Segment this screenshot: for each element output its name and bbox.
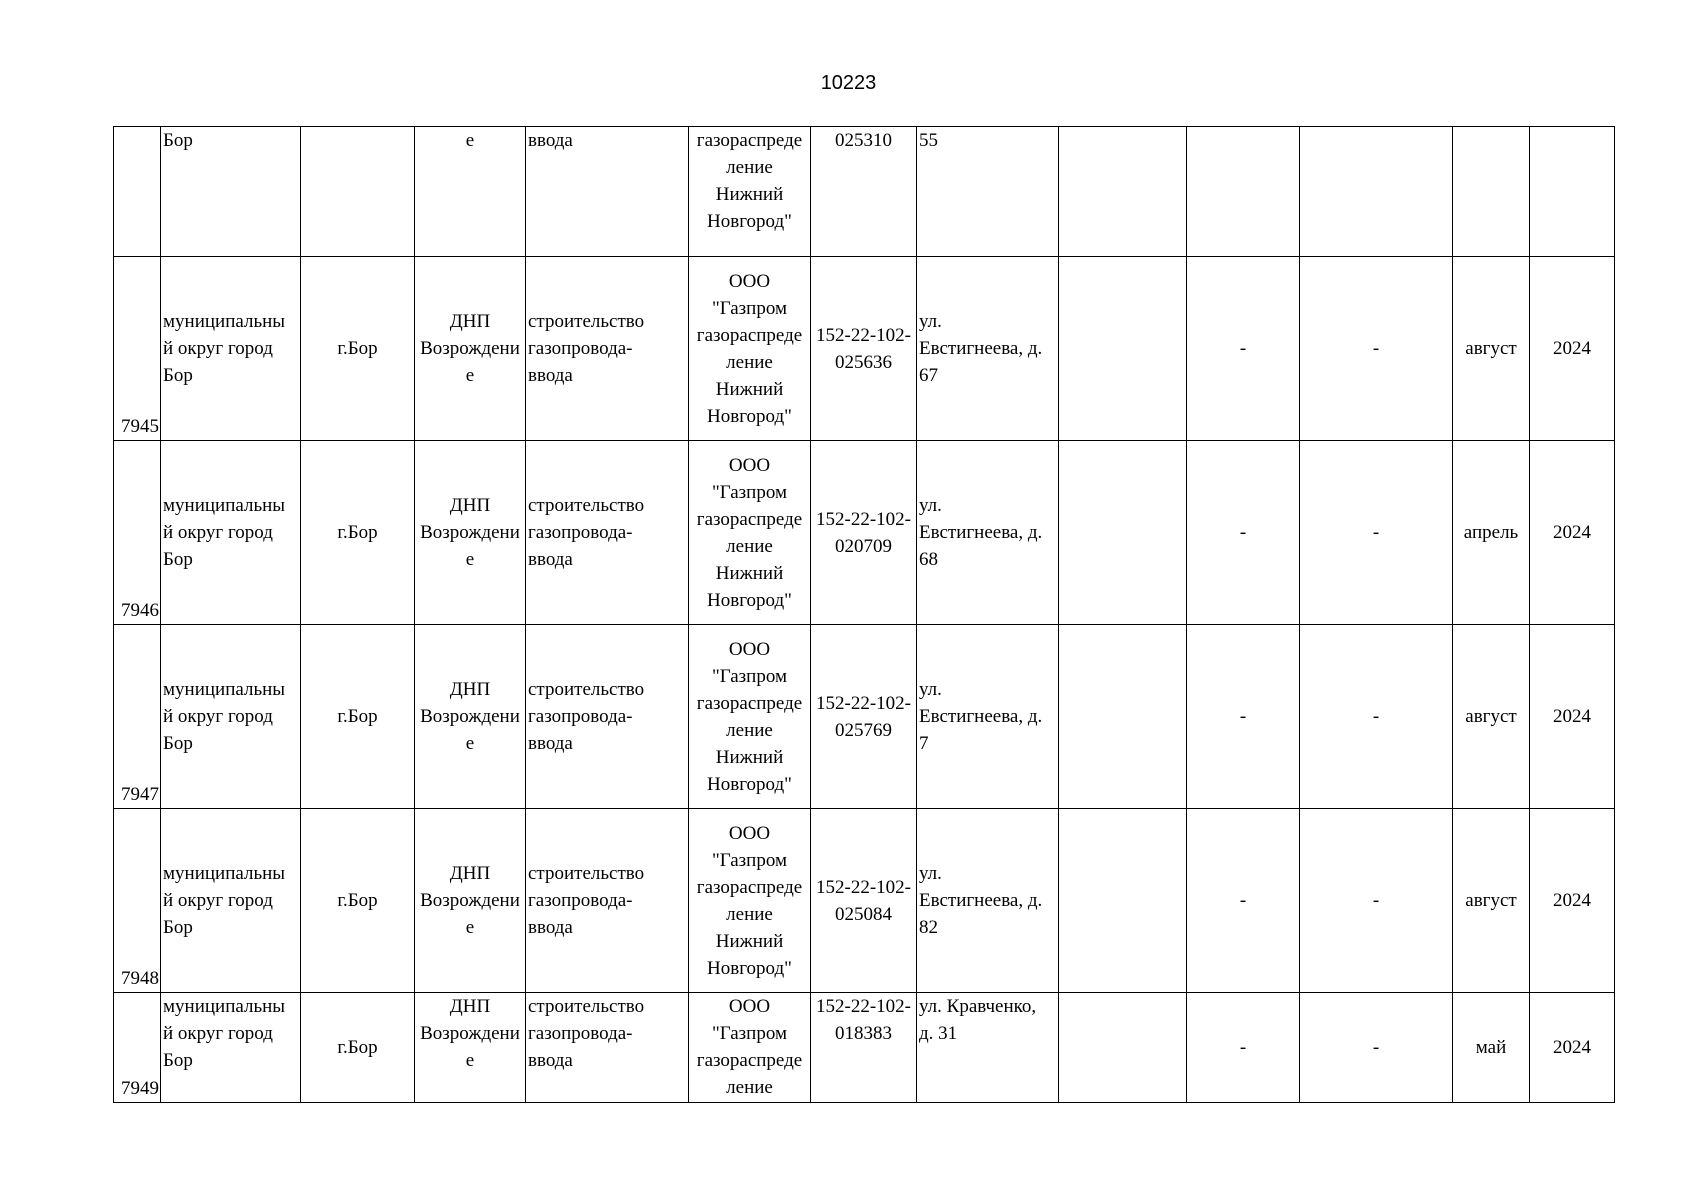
dash-cell — [1187, 127, 1300, 257]
year-cell: 2024 — [1530, 625, 1615, 809]
district-cell: муниципальны й округ город Бор — [161, 993, 301, 1103]
settlement-cell: ДНП Возрождени е — [415, 257, 526, 441]
organization-cell: ООО "Газпром газораспреде ление Нижний Новгород" — [689, 441, 811, 625]
month-cell: август — [1453, 625, 1530, 809]
row-number-cell: 7946 — [114, 441, 161, 625]
address-cell: 55 — [917, 127, 1059, 257]
table-row — [114, 993, 1615, 1103]
dash-cell: - — [1187, 257, 1300, 441]
row-number-cell: 7948 — [114, 809, 161, 993]
row-number-cell: 7945 — [114, 257, 161, 441]
address-cell: ул. Кравченко, д. 31 — [917, 993, 1059, 1103]
empty-cell — [1059, 441, 1187, 625]
year-cell: 2024 — [1530, 441, 1615, 625]
settlement-cell: е — [415, 127, 526, 257]
empty-cell — [1059, 257, 1187, 441]
dash-cell: - — [1300, 441, 1453, 625]
city-cell: г.Бор — [301, 257, 415, 441]
registration-number-cell: 152-22-102- 025636 — [811, 257, 917, 441]
empty-cell — [1059, 127, 1187, 257]
table-row — [114, 257, 1615, 441]
settlement-cell: ДНП Возрождени е — [415, 441, 526, 625]
month-cell: апрель — [1453, 441, 1530, 625]
table-row — [114, 809, 1615, 993]
empty-cell — [1059, 993, 1187, 1103]
organization-cell: ООО "Газпром газораспреде ление Нижний Новгород" — [689, 257, 811, 441]
month-cell: май — [1453, 993, 1530, 1103]
year-cell: 2024 — [1530, 809, 1615, 993]
city-cell — [301, 127, 415, 257]
settlement-cell: ДНП Возрождени е — [415, 993, 526, 1103]
empty-cell — [1059, 809, 1187, 993]
district-cell: Бор — [161, 127, 301, 257]
dash-cell: - — [1300, 257, 1453, 441]
city-cell: г.Бор — [301, 625, 415, 809]
work-type-cell: строительство газопровода- ввода — [526, 993, 689, 1103]
organization-cell: ООО "Газпром газораспреде ление Нижний Новгород" — [689, 625, 811, 809]
page-number: 10223 — [820, 72, 877, 94]
registration-number-cell: 152-22-102- 025769 — [811, 625, 917, 809]
table-row — [114, 625, 1615, 809]
registry-table — [113, 126, 1615, 1103]
organization-cell: ООО "Газпром газораспреде ление — [689, 993, 811, 1103]
month-cell: август — [1453, 257, 1530, 441]
district-cell: муниципальны й округ город Бор — [161, 441, 301, 625]
month-cell — [1453, 127, 1530, 257]
work-type-cell: ввода — [526, 127, 689, 257]
dash-cell: - — [1300, 625, 1453, 809]
empty-cell — [1059, 625, 1187, 809]
registration-number-cell: 152-22-102- 018383 — [811, 993, 917, 1103]
dash-cell: - — [1187, 441, 1300, 625]
row-number-cell: 7947 — [114, 625, 161, 809]
city-cell: г.Бор — [301, 993, 415, 1103]
district-cell: муниципальны й округ город Бор — [161, 625, 301, 809]
month-cell: август — [1453, 809, 1530, 993]
address-cell: ул. Евстигнеева, д. 67 — [917, 257, 1059, 441]
address-cell: ул. Евстигнеева, д. 7 — [917, 625, 1059, 809]
dash-cell: - — [1187, 993, 1300, 1103]
settlement-cell: ДНП Возрождени е — [415, 809, 526, 993]
row-number-cell — [114, 127, 161, 257]
dash-cell — [1300, 127, 1453, 257]
organization-cell: ООО "Газпром газораспреде ление Нижний Новгород" — [689, 809, 811, 993]
city-cell: г.Бор — [301, 441, 415, 625]
table-row — [114, 127, 1615, 257]
year-cell — [1530, 127, 1615, 257]
row-number-cell: 7949 — [114, 993, 161, 1103]
work-type-cell: строительство газопровода- ввода — [526, 809, 689, 993]
work-type-cell: строительство газопровода- ввода — [526, 441, 689, 625]
address-cell: ул. Евстигнеева, д. 68 — [917, 441, 1059, 625]
registration-number-cell: 152-22-102- 020709 — [811, 441, 917, 625]
district-cell: муниципальны й округ город Бор — [161, 809, 301, 993]
dash-cell: - — [1187, 625, 1300, 809]
year-cell: 2024 — [1530, 257, 1615, 441]
organization-cell: газораспреде ление Нижний Новгород" — [689, 127, 811, 257]
district-cell: муниципальны й округ город Бор — [161, 257, 301, 441]
work-type-cell: строительство газопровода- ввода — [526, 257, 689, 441]
city-cell: г.Бор — [301, 809, 415, 993]
dash-cell: - — [1187, 809, 1300, 993]
registration-number-cell: 152-22-102- 025084 — [811, 809, 917, 993]
registration-number-cell: 025310 — [811, 127, 917, 257]
table-row — [114, 441, 1615, 625]
year-cell: 2024 — [1530, 993, 1615, 1103]
dash-cell: - — [1300, 993, 1453, 1103]
dash-cell: - — [1300, 809, 1453, 993]
address-cell: ул. Евстигнеева, д. 82 — [917, 809, 1059, 993]
work-type-cell: строительство газопровода- ввода — [526, 625, 689, 809]
settlement-cell: ДНП Возрождени е — [415, 625, 526, 809]
